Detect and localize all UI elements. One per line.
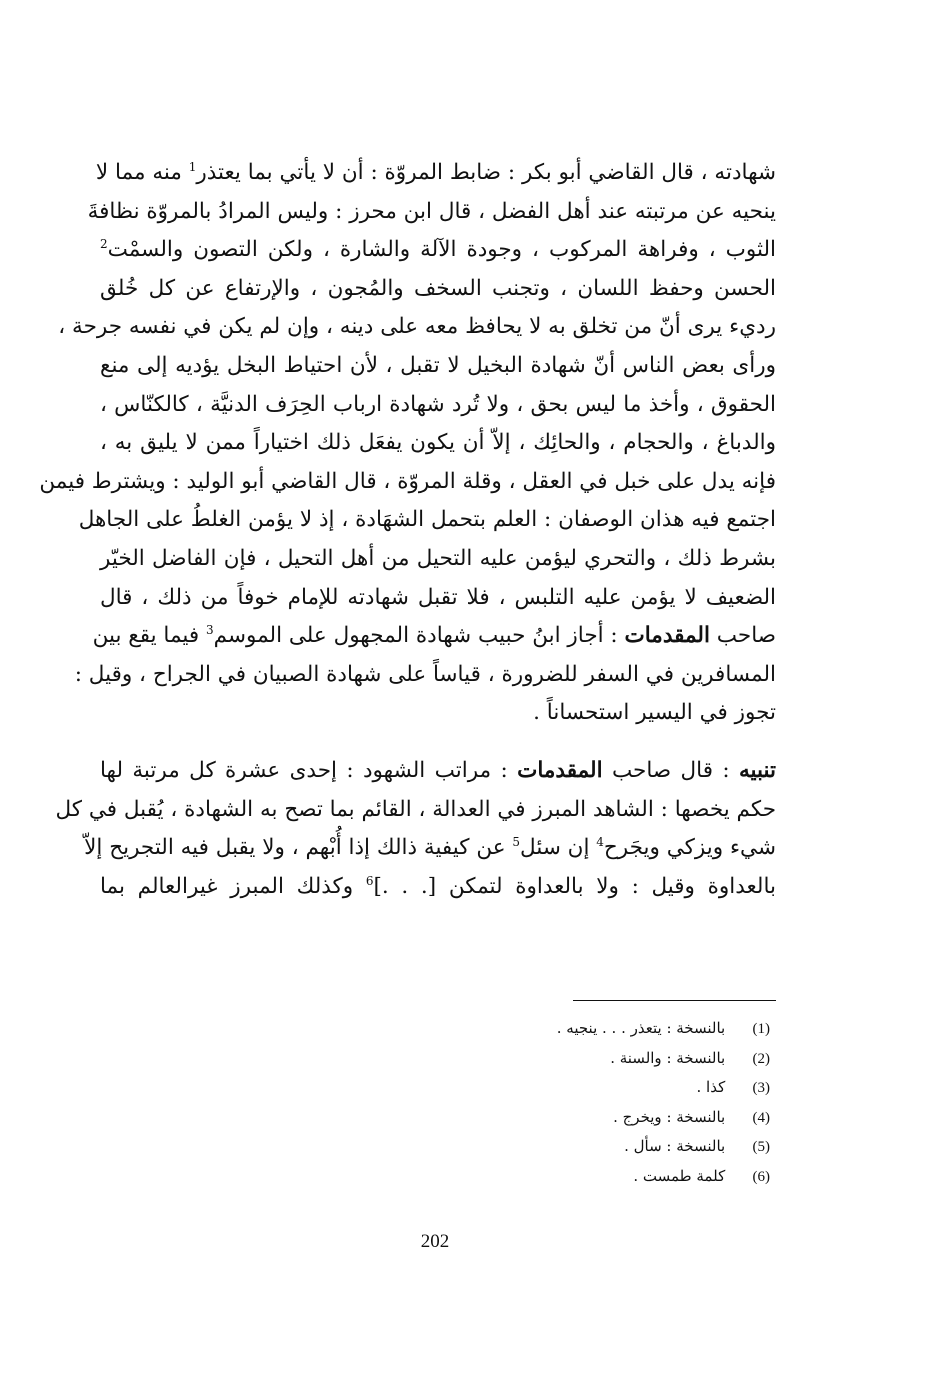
footnote-text: بالنسخة : والسنة . bbox=[610, 1048, 726, 1067]
footnote-item bbox=[300, 1103, 770, 1133]
page-number: 202 bbox=[420, 1231, 450, 1252]
footnote-number: (4) bbox=[752, 1109, 770, 1126]
footnote-text: كلمة طمست . bbox=[633, 1166, 726, 1185]
text-line: الحقوق ، وأخذ ما ليس بحق ، ولا تُرد شهادة ارباب الحِرَف الدنيَّة ، كالكنّاس ، bbox=[100, 391, 776, 417]
footnote-number: (3) bbox=[752, 1080, 770, 1097]
text-line: فإنه يدل على خبل في العقل ، وقلة المروّة ، قال القاضي أبو الوليد : ويشترط فيمن bbox=[39, 468, 776, 494]
text-line: صاحب المقدمات : أجاز ابنُ حبيب شهادة المجهول على الموسم$^3$ فيما يقع بين bbox=[92, 622, 776, 649]
footnote-item bbox=[300, 1162, 770, 1192]
text-line: ورأى بعض الناس أنّ شهادة البخيل لا تقبل ، لأن احتياط البخل يؤديه إلى منع bbox=[100, 352, 776, 378]
text-line: بالعداوة وقيل : ولا بالعداوة لتمكن [. . .]$^6$ وكذلك المبرز غيرالعالم بما bbox=[100, 873, 776, 899]
text-line: الضعيف لا يؤمن عليه التلبس ، فلا تقبل شهادته للإمام خوفاً من ذلك ، قال bbox=[100, 584, 776, 610]
bold-term: المقدمات bbox=[624, 623, 710, 649]
text-line: والدباغ ، والحجام ، والحائِك ، إلاّ أن يكون يفعَل ذلك اختياراً ممن لا يليق به ، bbox=[100, 430, 776, 456]
text-line: ينحيه عن مرتبته عند أهل الفضل ، قال ابن محرز : وليس المرادُ بالمروّة نظافةَ bbox=[87, 198, 776, 224]
text-line: المسافرين في السفر للضرورة ، قياساً على شهادة الصبيان في الجراح ، وقيل : bbox=[74, 661, 776, 687]
text-line: شيء ويزكي ويجَرح$^4$ إن سئل$^5$ عن كيفية ذالك إذا أُبْهم ، ولا يقبل فيه التجريح إلاّ bbox=[84, 834, 776, 861]
footnote-ref: 3 bbox=[206, 622, 214, 637]
footnote-text: بالنسخة : سأل . bbox=[624, 1137, 726, 1156]
footnote-item bbox=[300, 1014, 770, 1044]
bold-term: المقدمات bbox=[517, 757, 603, 783]
footnotes bbox=[300, 1014, 770, 1192]
text-line: تجوز في اليسير استحساناً . bbox=[533, 700, 776, 726]
footnote-ref: 6 bbox=[365, 873, 374, 888]
text-line: اجتمع فيه هذان الوصفان : العلم بتحمل الشهَادة ، إذ لا يؤمن الغلطُ على الجاهل bbox=[78, 507, 776, 533]
footnote-number: (1) bbox=[752, 1021, 770, 1037]
text-line: رديء يرى أنّ من تخلق به لا يحافظ معه على دينه ، وإن لم يكن في نفسه جرحة ، bbox=[58, 314, 776, 340]
footnote-text: كذا . bbox=[696, 1078, 726, 1097]
text-line: تنبيه : قال صاحب المقدمات : مراتب الشهود : إحدى عشرة كل مرتبة لها bbox=[100, 757, 776, 783]
text-line: شهادته ، قال القاضي أبو بكر : ضابط المروّة : أن لا يأتي بما يعتذر$^1$ منه مما لا bbox=[95, 159, 776, 185]
footnote-ref: 5 bbox=[512, 834, 521, 849]
footnote-ref: 2 bbox=[100, 237, 108, 252]
bold-term: تنبيه bbox=[739, 757, 776, 783]
footnote-ref: 4 bbox=[596, 834, 604, 849]
text-line: بشرط ذلك ، والتحري ليؤمن عليه التحيل من أهل التحيل ، فإن الفاضل الخيّر bbox=[100, 545, 776, 571]
text-line: الثوب ، وفراهة المركوب ، وجودة الآلة والشارة ، ولكن التصون والسمْت$^2$ bbox=[100, 237, 776, 263]
footnote-ref: 1 bbox=[188, 159, 197, 174]
footnote-number: (5) bbox=[752, 1139, 770, 1156]
footnote-item bbox=[300, 1073, 770, 1103]
footnote-text: بالنسخة : يتعذر . . . ينجيه . bbox=[556, 1019, 726, 1037]
footnote-item bbox=[300, 1132, 770, 1162]
text-line: الحسن وحفظ اللسان ، وتجنب السخف والمُجون ، والإرتفاع عن كل خُلق bbox=[100, 275, 776, 301]
text-line: حكم يخصها : الشاهد المبرز في العدالة ، القائم بما تصح به الشهادة ، يُقبل في كل bbox=[55, 796, 776, 822]
footnote-number: (2) bbox=[752, 1050, 770, 1067]
footnote-separator bbox=[573, 1000, 776, 1001]
footnote-number: (6) bbox=[752, 1168, 770, 1185]
main-text bbox=[39, 154, 776, 906]
footnote-item bbox=[300, 1044, 770, 1074]
footnote-text: بالنسخة : ويخرج . bbox=[613, 1107, 726, 1126]
